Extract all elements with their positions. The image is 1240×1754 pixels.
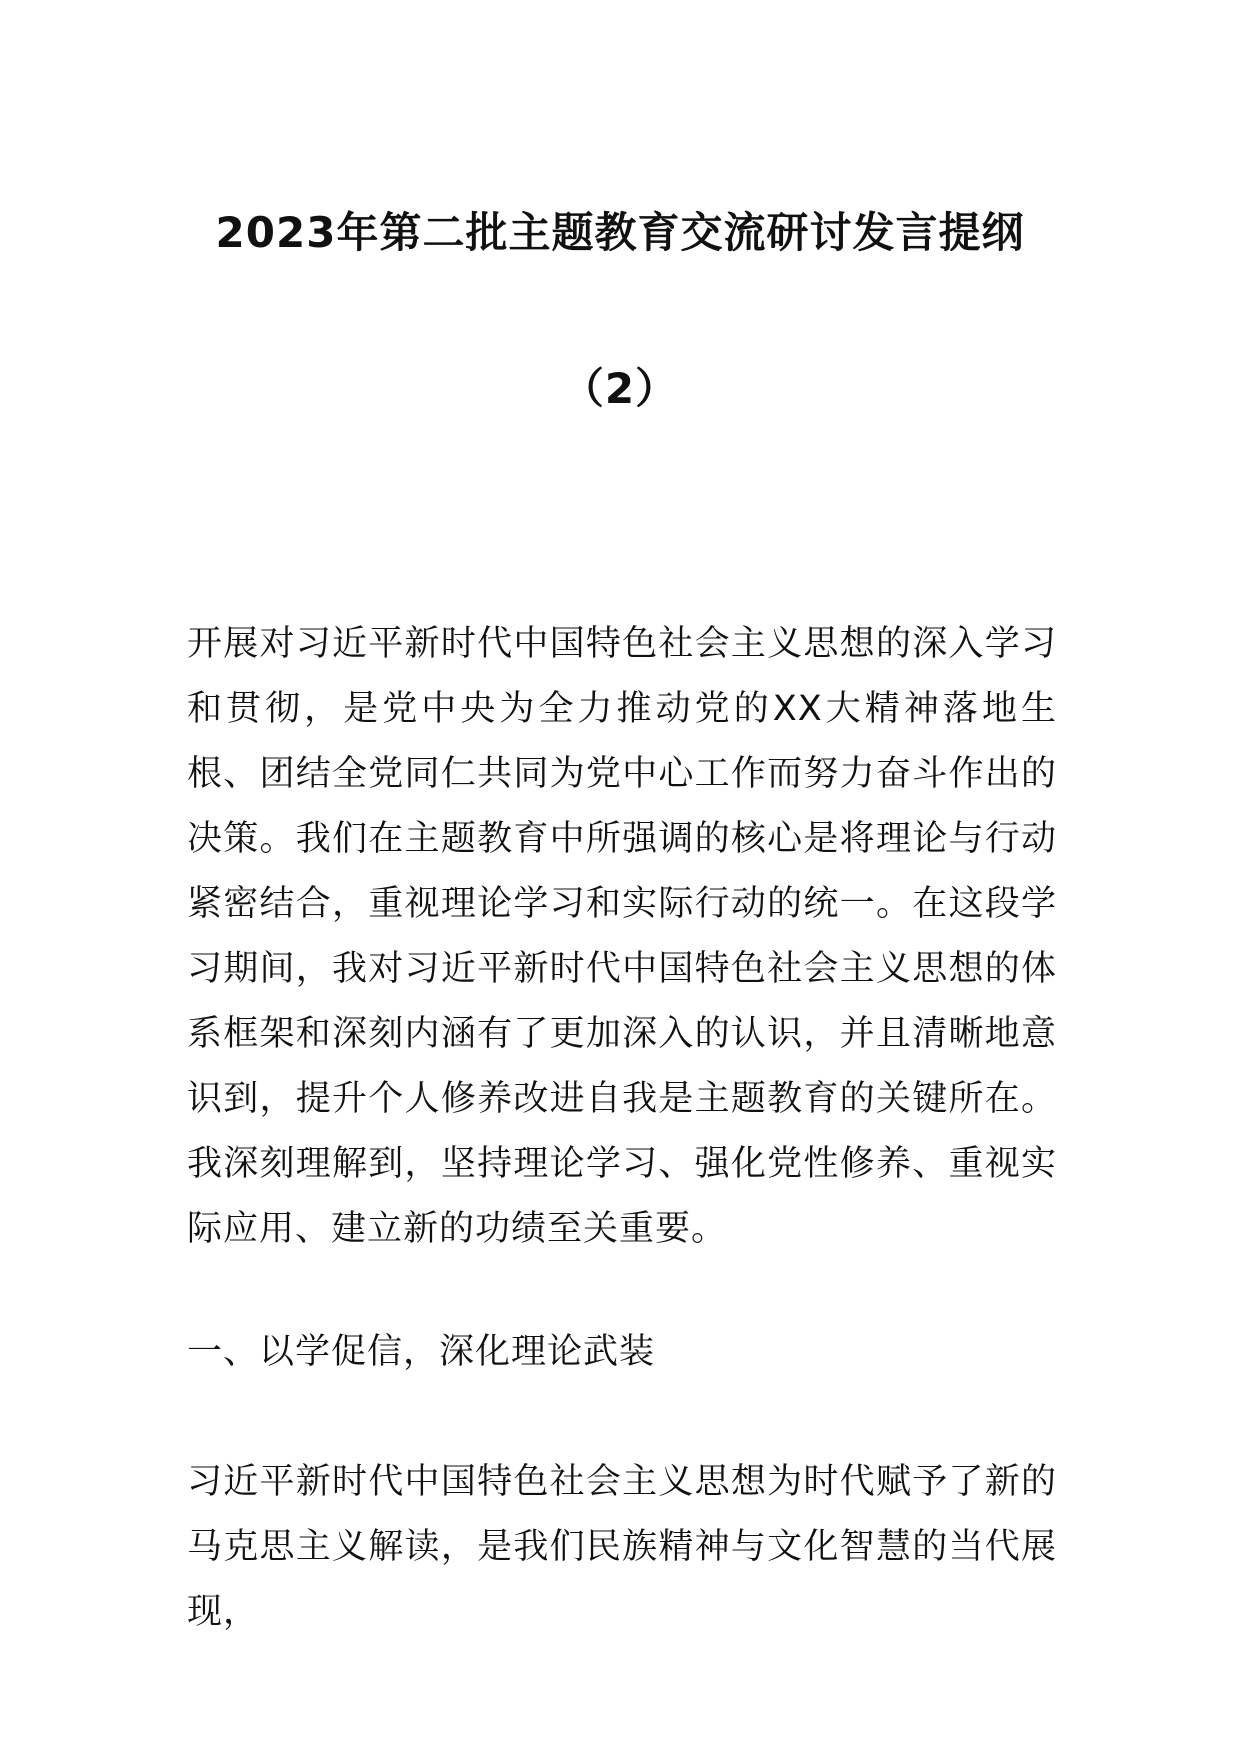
section-heading-1: 一、以学促信，深化理论武装 — [187, 1332, 656, 1372]
document-title-number: （2） — [561, 364, 679, 413]
section-1-paragraph: 习近平新时代中国特色社会主义思想为时代赋予了新的马克思主义解读，是我们民族精神与文化智慧的当代展现， — [187, 1462, 1057, 1632]
intro-paragraph: 开展对习近平新时代中国特色社会主义思想的深入学习和贯彻，是党中央为全力推动党的XX大精神落地生根、团结全党同仁共同为党中心工作而努力奋斗作出的决策。我们在主题教育中所强调的核心是将理论与行动紧密结合，重视理论学习和实际行动的统一。在这段学习期间，我对习近平新时代中国特色社会主义思想的体系框架和深刻内涵有了更加深入的认识，并且清晰地意识到，提升个人修养改进自我是主题教育的关键所在。我深刻理解到，坚持理论学习、强化党性修养、重视实际应用、建立新的功绩至关重要。 — [187, 624, 1057, 1249]
document-title: 2023年第二批主题教育交流研讨发言提纲 — [215, 208, 1025, 257]
